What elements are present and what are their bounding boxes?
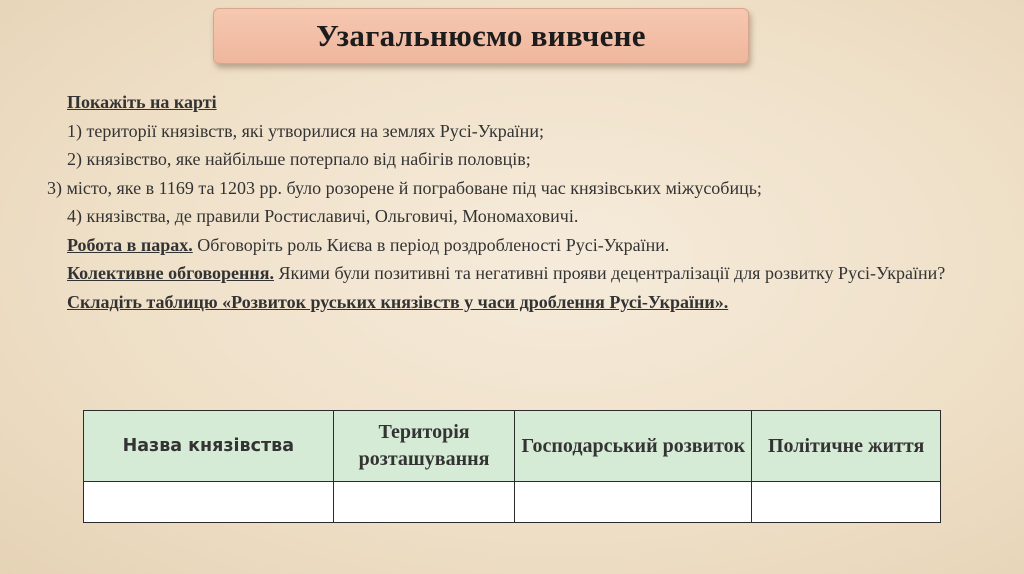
slide-content — [47, 88, 993, 316]
map-item-2: 2) князівство, яке найбільше потерпало від набігів половців; — [67, 149, 531, 169]
table-task-line — [47, 288, 993, 317]
pair-work-label: Робота в парах. — [67, 234, 193, 255]
map-item-4: 4) князівства, де правили Ростиславичі, Ольговичі, Мономаховичі. — [67, 206, 579, 226]
slide-title: Узагальнюємо вивчене — [316, 18, 646, 53]
table-header-row — [84, 411, 941, 482]
table-cell[interactable] — [84, 482, 334, 523]
map-heading-line — [47, 88, 993, 117]
map-heading: Покажіть на карті — [67, 92, 217, 112]
header-territory: Територія розташування — [333, 411, 515, 482]
header-principality-name: Назва князівства — [84, 411, 334, 482]
principalities-table — [83, 410, 941, 523]
pair-work-text: Обговоріть роль Києва в період роздробленості Русі-України. — [192, 234, 670, 255]
table-cell[interactable] — [515, 482, 752, 523]
collective-label: Колективне обговорення. — [67, 263, 275, 283]
collective-text: Якими були позитивні та негативні прояви децентралізації для розвитку Русі-України? — [274, 263, 946, 283]
table-row — [84, 482, 941, 523]
table-cell[interactable] — [752, 482, 941, 523]
table-cell[interactable] — [333, 482, 515, 523]
map-item-1: 1) території князівств, які утворилися на землях Русі-України; — [67, 120, 544, 141]
collective-line — [47, 259, 993, 288]
pair-work-line — [47, 231, 993, 260]
map-item-3: 3) місто, яке в 1169 та 1203 рр. було розорене й пограбоване під час князівських міжусобиць; — [47, 177, 762, 198]
table-task: Складіть таблицю «Розвиток руських князівств у часи дроблення Русі-України». — [67, 291, 729, 312]
header-economy: Господарський розвиток — [515, 411, 752, 482]
header-political-life: Політичне життя — [752, 411, 941, 482]
slide-title-box — [213, 8, 749, 64]
